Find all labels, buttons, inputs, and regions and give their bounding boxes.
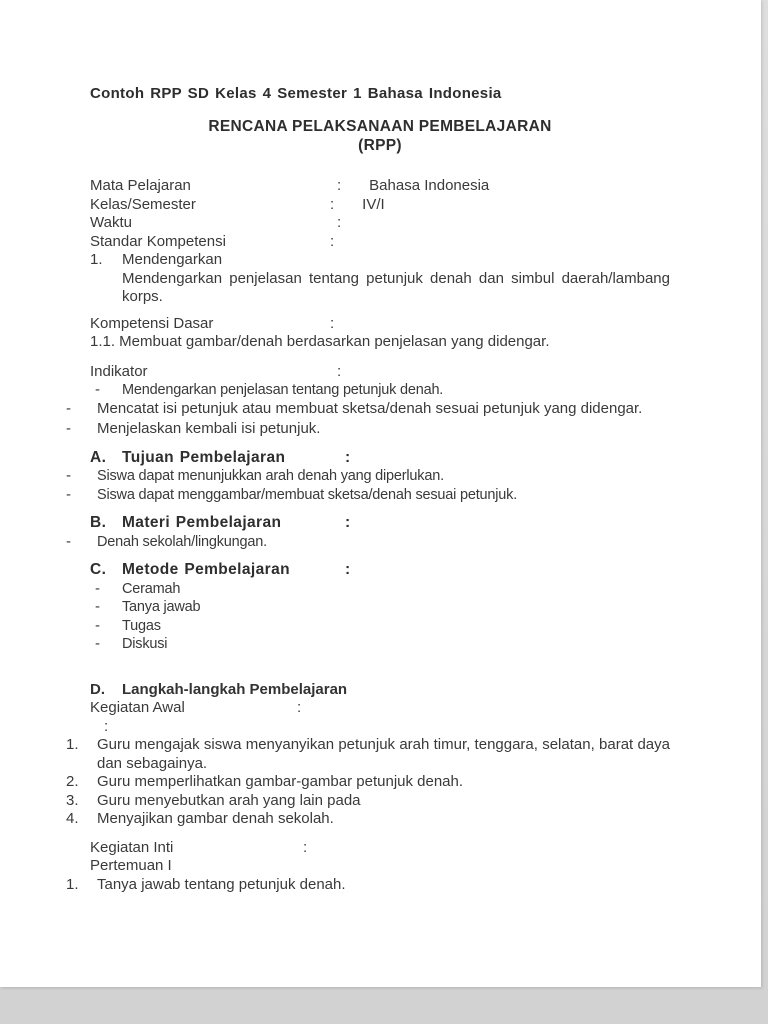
meta-value: IV/I (362, 195, 385, 213)
section-title: Tujuan Pembelajaran (122, 448, 286, 466)
list-text: Mendengarkan penjelasan tentang petunjuk denah. (122, 382, 444, 398)
section-colon: : (345, 448, 351, 466)
list-text: Menyajikan gambar denah sekolah. (97, 810, 334, 827)
meta-label: Standar Kompetensi (90, 232, 226, 250)
section-letter: D. (90, 680, 105, 698)
list-item (90, 635, 670, 654)
meta-colon: : (337, 214, 342, 231)
doc-title-block (90, 117, 670, 155)
indikator-row (90, 363, 670, 382)
list-item (66, 420, 670, 439)
list-text: Tanya jawab (122, 599, 201, 615)
list-text: Tugas (122, 617, 161, 634)
list-item (66, 486, 670, 505)
meta-row-mata-pelajaran (90, 177, 670, 196)
list-marker: - (95, 635, 100, 652)
list-text: Denah sekolah/lingkungan. (97, 533, 267, 550)
list-text: Siswa dapat menunjukkan arah denah yang diperlukan. (97, 468, 444, 484)
list-item (66, 773, 670, 792)
pertemuan-label: Pertemuan I (90, 857, 172, 874)
list-marker: 2. (66, 773, 79, 790)
list-marker: - (66, 399, 71, 417)
meta-colon: : (330, 195, 335, 213)
list-text: Tanya jawab tentang petunjuk denah. (97, 875, 346, 893)
list-item (66, 792, 670, 811)
list-marker: 3. (66, 791, 79, 809)
kompetensi-dasar-item: 1.1. Membuat gambar/denah berdasarkan penjelasan yang didengar. (90, 333, 550, 350)
meta-value: Bahasa Indonesia (369, 177, 490, 194)
kegiatan-inti-label: Kegiatan Inti (90, 838, 174, 856)
list-item (66, 876, 670, 895)
standar-kompetensi-body: Mendengarkan penjelasan tentang petunjuk denah dan simbul daerah/lambang korps. (122, 269, 670, 305)
indikator-label: Indikator (90, 362, 148, 380)
list-marker: - (66, 467, 71, 484)
list-marker: - (95, 616, 100, 634)
list-text: Guru menyebutkan arah yang lain pada (97, 791, 361, 809)
kompetensi-dasar-label: Kompetensi Dasar (90, 314, 214, 332)
kegiatan-awal-label: Kegiatan Awal (90, 699, 185, 716)
meta-colon: : (303, 838, 308, 856)
meta-row-standar-kompetensi (90, 233, 670, 252)
section-letter: C. (90, 561, 107, 578)
section-a-heading (90, 449, 670, 468)
standar-kompetensi-item (90, 251, 670, 270)
section-c-heading (90, 561, 670, 580)
list-marker: - (66, 485, 71, 503)
meta-colon: : (330, 314, 335, 332)
list-text: Guru mengajak siswa menyanyikan petunjuk arah timur, tenggara, selatan, barat daya dan sebagainya. (97, 736, 670, 772)
section-letter: B. (90, 514, 107, 531)
section-d-heading (90, 681, 670, 700)
list-marker: 1. (90, 251, 103, 268)
list-item (90, 598, 670, 617)
kegiatan-awal-row (90, 699, 670, 718)
list-marker: - (95, 579, 100, 597)
list-text: Menjelaskan kembali isi petunjuk. (97, 420, 321, 437)
list-item (90, 580, 670, 599)
meta-label: Kelas/Semester (90, 195, 196, 213)
page-heading: Contoh RPP SD Kelas 4 Semester 1 Bahasa Indonesia (90, 85, 502, 102)
meta-colon: : (337, 362, 342, 380)
kegiatan-inti-row (90, 839, 670, 858)
meta-colon: : (337, 177, 342, 194)
meta-colon: : (297, 699, 302, 716)
section-colon: : (345, 514, 351, 531)
section-letter: A. (90, 448, 107, 466)
doc-subtitle: (RPP) (358, 137, 402, 154)
list-item (66, 533, 670, 552)
colon-line: : (104, 717, 109, 735)
kompetensi-dasar-row (90, 315, 670, 334)
list-text: Ceramah (122, 580, 181, 597)
list-marker: - (66, 532, 71, 550)
list-marker: - (95, 598, 100, 615)
list-marker: - (95, 381, 100, 398)
section-title: Metode Pembelajaran (122, 561, 290, 578)
list-text: Siswa dapat menggambar/membuat sketsa/denah sesuai petunjuk. (97, 486, 518, 503)
list-text: Guru memperlihatkan gambar-gambar petunjuk denah. (97, 773, 464, 790)
list-text: Mendengarkan (122, 251, 223, 268)
list-marker: 4. (66, 810, 79, 827)
list-item (66, 467, 670, 486)
list-item (66, 400, 670, 419)
section-colon: : (345, 561, 351, 578)
list-marker: - (66, 420, 71, 437)
list-item (90, 381, 670, 400)
meta-label: Mata Pelajaran (90, 177, 191, 194)
meta-label: Waktu (90, 214, 132, 231)
meta-row-kelas-semester (90, 196, 670, 215)
meta-row-waktu (90, 214, 670, 233)
list-marker: 1. (66, 736, 79, 753)
section-b-heading (90, 514, 670, 533)
list-item (66, 736, 670, 773)
list-text: Diskusi (122, 636, 168, 652)
list-marker: 1. (66, 875, 79, 893)
list-text: Mencatat isi petunjuk atau membuat sketsa/denah sesuai petunjuk yang didengar. (97, 399, 643, 417)
doc-title: RENCANA PELAKSANAAN PEMBELAJARAN (208, 118, 552, 135)
section-title: Materi Pembelajaran (122, 514, 282, 531)
meta-block (90, 177, 670, 251)
meta-colon: : (330, 232, 335, 250)
list-item (90, 617, 670, 636)
list-item (66, 810, 670, 829)
section-title: Langkah-langkah Pembelajaran (122, 680, 348, 698)
